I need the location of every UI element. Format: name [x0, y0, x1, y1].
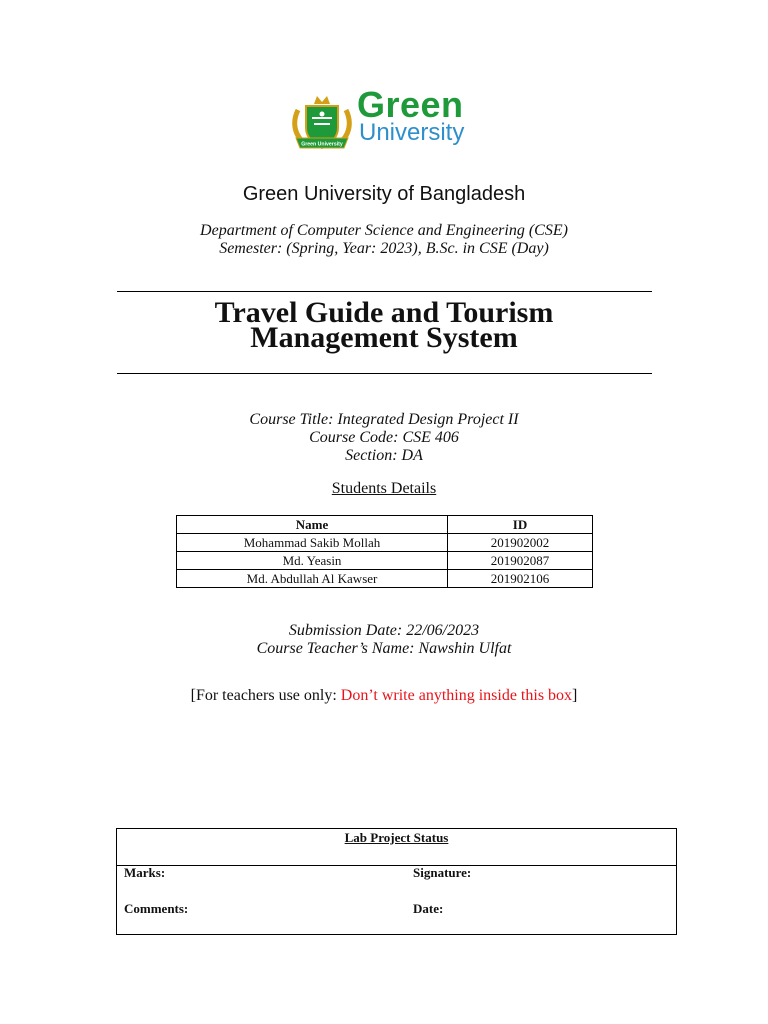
teachers-only-note [0, 687, 768, 705]
submission-block [0, 622, 768, 658]
logo-word-green: Green [357, 84, 464, 125]
course-code: Course Code: CSE 406 [309, 429, 459, 446]
lab-project-status-header [117, 829, 676, 866]
table-row [177, 552, 593, 570]
students-details-heading [0, 480, 768, 498]
student-id: 201902002 [448, 534, 593, 552]
table-header-row [177, 516, 593, 534]
course-info [0, 411, 768, 465]
lab-project-status-box [116, 828, 677, 935]
teachers-note-warning: Don’t write anything inside this box [340, 687, 573, 704]
table-row [177, 570, 593, 588]
semester-line: Semester: (Spring, Year: 2023), B.Sc. in CSE (Day) [219, 240, 549, 257]
student-id: 201902106 [448, 570, 593, 588]
project-title-line-2: Management System [250, 321, 518, 354]
student-id: 201902087 [448, 552, 593, 570]
university-logo [290, 84, 490, 158]
lab-project-status-title: Lab Project Status [344, 830, 449, 845]
table-header-name: Name [177, 516, 448, 534]
logo-badge-text: Green University [301, 141, 343, 148]
table-row [177, 534, 593, 552]
university-name: Green University of Bangladesh [242, 183, 526, 205]
comments-label: Comments: [124, 901, 189, 916]
student-name: Mohammad Sakib Mollah [177, 534, 448, 552]
table-header-id: ID [448, 516, 593, 534]
course-section: Section: DA [345, 447, 423, 464]
project-title-line-1: Travel Guide and Tourism [214, 296, 554, 329]
department-line: Department of Computer Science and Engineering (CSE) [200, 222, 568, 239]
logo-word-university: University [359, 119, 465, 146]
date-label: Date: [413, 901, 444, 916]
signature-label: Signature: [413, 865, 472, 880]
teachers-note-suffix: ] [572, 687, 578, 704]
course-teacher-name: Course Teacher’s Name: Nawshin Ulfat [256, 640, 512, 657]
course-title: Course Title: Integrated Design Project II [249, 411, 519, 428]
student-name: Md. Yeasin [177, 552, 448, 570]
students-table [176, 515, 593, 588]
project-title [0, 296, 768, 354]
title-top-rule [117, 291, 652, 292]
title-bottom-rule [117, 373, 652, 374]
department-block [0, 222, 768, 258]
submission-date: Submission Date: 22/06/2023 [288, 622, 480, 639]
students-details-heading-text: Students Details [331, 480, 437, 497]
student-name: Md. Abdullah Al Kawser [177, 570, 448, 588]
teachers-note-prefix: [For teachers use only: [190, 687, 341, 704]
university-crest-icon [290, 92, 354, 158]
marks-label: Marks: [124, 865, 166, 880]
